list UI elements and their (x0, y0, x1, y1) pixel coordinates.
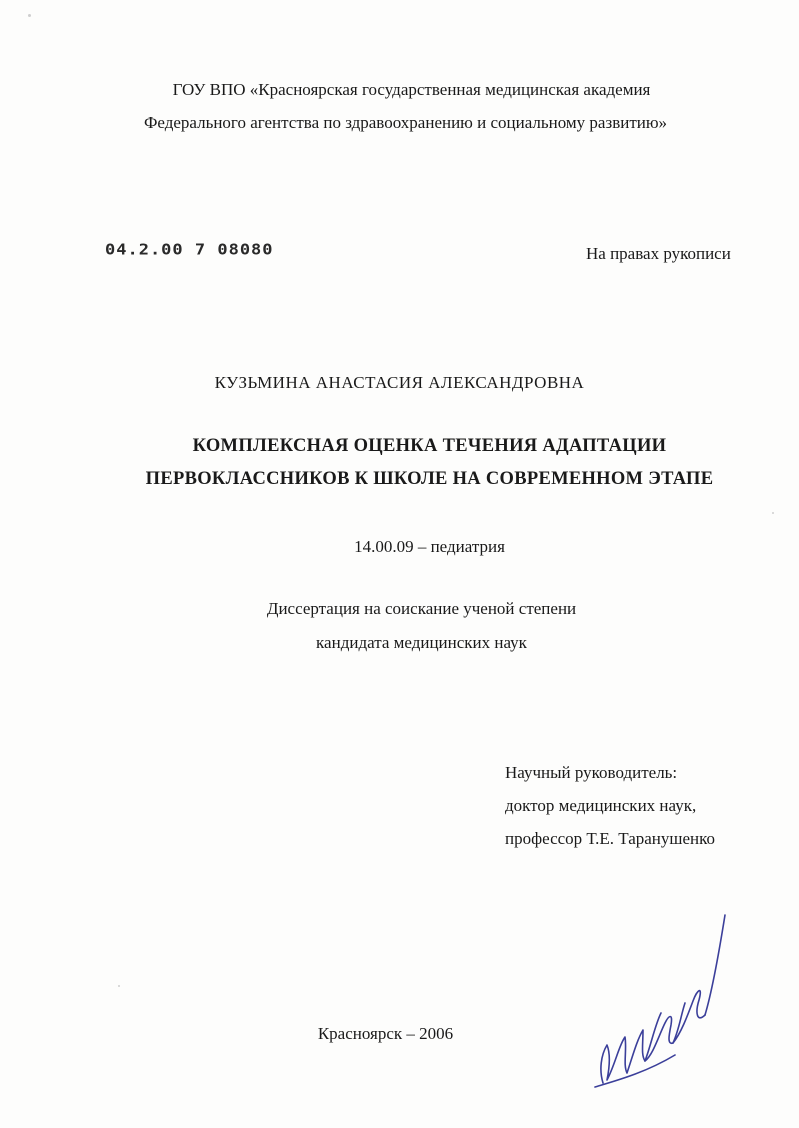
dissertation-line-2: кандидата медицинских наук (316, 633, 527, 652)
organization-line-2: Федерального агентства по здравоохранению и социальному развитию» (143, 113, 668, 132)
registry-stamp: 04.2.00 7 08080 (105, 241, 274, 259)
title-line-1: КОМПЛЕКСНАЯ ОЦЕНКА ТЕЧЕНИЯ АДАПТАЦИИ (192, 436, 667, 456)
signature-stroke (601, 1013, 661, 1083)
specialty: 14.00.09 – педиатрия (354, 537, 505, 556)
scan-speck (772, 512, 774, 514)
signature-stroke (673, 991, 705, 1043)
scan-speck (28, 14, 31, 17)
signature-stroke (595, 1055, 675, 1087)
signature-stroke (705, 915, 725, 1015)
supervisor-name: профессор Т.Е. Таранушенко (505, 829, 716, 848)
supervisor-label: Научный руководитель: (505, 763, 678, 782)
city-year: Красноярск – 2006 (317, 1024, 454, 1043)
organization-line-1: ГОУ ВПО «Красноярская государственная медицинская академия (172, 80, 651, 99)
rights-note: На правах рукописи (586, 244, 731, 263)
dissertation-line-1: Диссертация на соискание ученой степени (266, 599, 577, 618)
title-line-2: ПЕРВОКЛАССНИКОВ К ШКОЛЕ НА СОВРЕМЕННОМ ЭТАПЕ (145, 469, 714, 489)
signature-stroke (645, 1003, 685, 1061)
handwritten-signature (585, 905, 735, 1095)
scan-speck (118, 985, 120, 987)
supervisor-degree: доктор медицинских наук, (505, 796, 697, 815)
author-name: КУЗЬМИНА АНАСТАСИЯ АЛЕКСАНДРОВНА (214, 373, 585, 392)
